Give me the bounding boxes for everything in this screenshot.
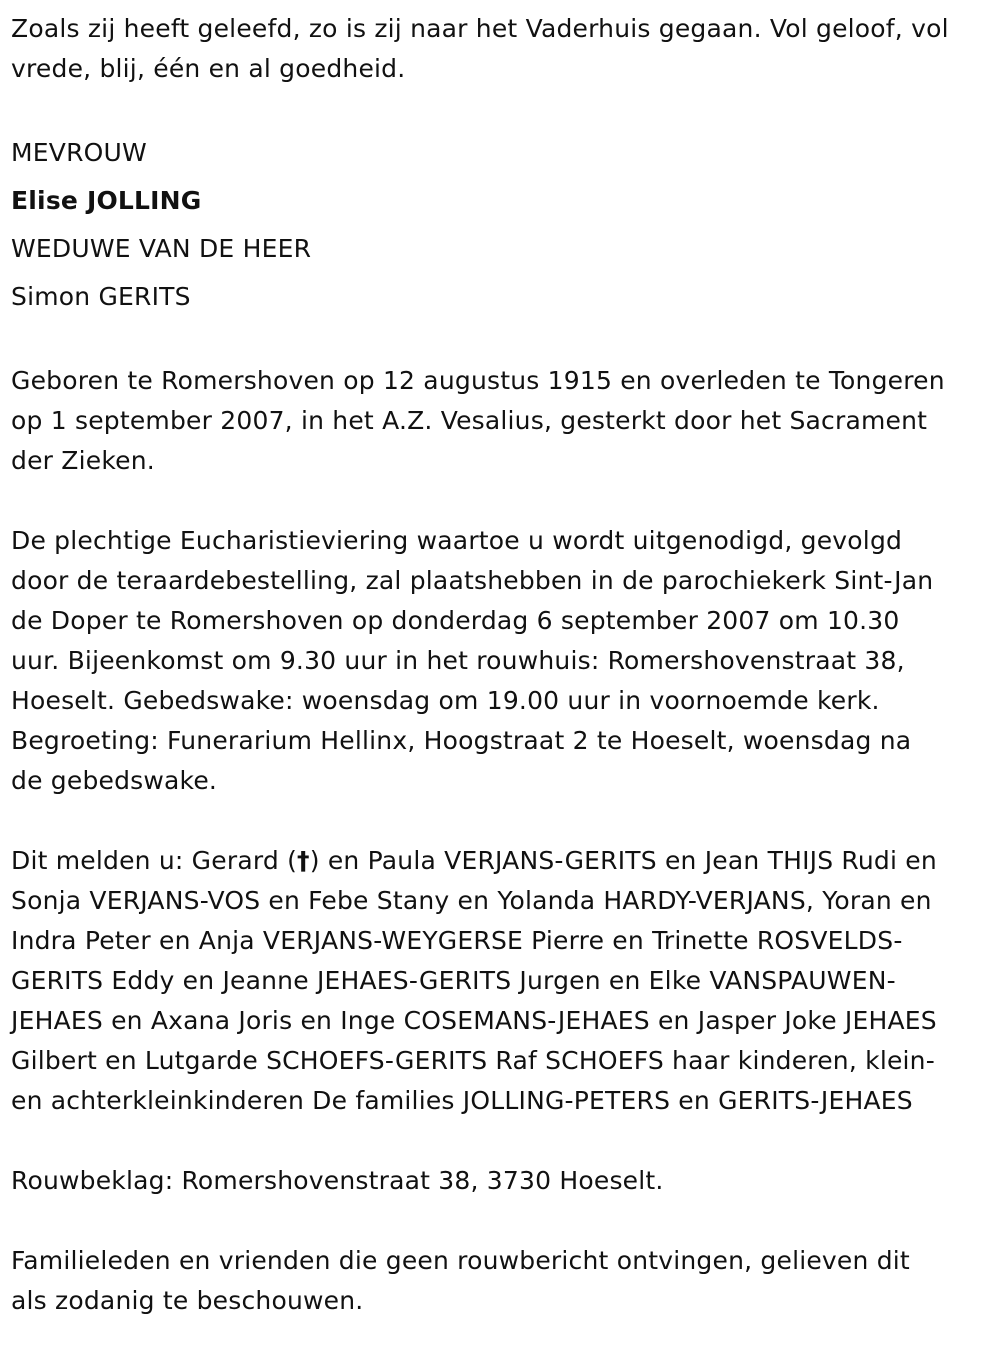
notice-text xyxy=(11,9,1000,1361)
deceased-name: Elise JOLLING xyxy=(11,186,202,215)
birth-death-paragraph xyxy=(11,361,1000,481)
family-line xyxy=(11,841,1000,881)
deceased-block xyxy=(11,129,1000,321)
family-text: Dit melden u: Gerard ( xyxy=(11,846,298,875)
ceremony-paragraph xyxy=(11,521,1000,801)
ceremony-line: Begroeting: Funerarium Hellinx, Hoogstraat 2 te Hoeselt, woensdag na xyxy=(11,726,912,755)
birth-death-line: der Zieken. xyxy=(11,446,155,475)
ceremony-line: Hoeselt. Gebedswake: woensdag om 19.00 uur in voornoemde kerk. xyxy=(11,686,880,715)
spouse-name: Simon GERITS xyxy=(11,282,191,311)
family-paragraph xyxy=(11,841,1000,1121)
ceremony-line: de gebedswake. xyxy=(11,766,218,795)
cross-icon: † xyxy=(297,846,310,875)
intro-line: Zoals zij heeft geleefd, zo is zij naar het Vaderhuis gegaan. Vol geloof, vol xyxy=(11,14,949,43)
ceremony-line: De plechtige Eucharistieviering waartoe u wordt uitgenodigd, gevolgd xyxy=(11,526,903,555)
intro-paragraph xyxy=(11,9,1000,89)
deceased-relation: WEDUWE VAN DE HEER xyxy=(11,234,312,263)
family-line: Indra Peter en Anja VERJANS-WEYGERSE Pierre en Trinette ROSVELDS- xyxy=(11,926,903,955)
ceremony-line: uur. Bijeenkomst om 9.30 uur in het rouwhuis: Romershovenstraat 38, xyxy=(11,646,905,675)
closing-line: als zodanig te beschouwen. xyxy=(11,1286,364,1315)
family-line: Sonja VERJANS-VOS en Febe Stany en Yolanda HARDY-VERJANS, Yoran en xyxy=(11,886,932,915)
ceremony-line: de Doper te Romershoven op donderdag 6 september 2007 om 10.30 xyxy=(11,606,900,635)
condolence-paragraph xyxy=(11,1161,1000,1201)
family-line: en achterkleinkinderen De families JOLLING-PETERS en GERITS-JEHAES xyxy=(11,1086,913,1115)
family-line: JEHAES en Axana Joris en Inge COSEMANS-JEHAES en Jasper Joke JEHAES xyxy=(11,1006,937,1035)
closing-paragraph xyxy=(11,1241,1000,1321)
condolence-line: Rouwbeklag: Romershovenstraat 38, 3730 Hoeselt. xyxy=(11,1166,664,1195)
ceremony-line: door de teraardebestelling, zal plaatshebben in de parochiekerk Sint-Jan xyxy=(11,566,934,595)
family-text: ) en Paula VERJANS-GERITS en Jean THIJS Rudi en xyxy=(309,846,937,875)
intro-line: vrede, blij, één en al goedheid. xyxy=(11,54,406,83)
birth-death-line: Geboren te Romershoven op 12 augustus 1915 en overleden te Tongeren xyxy=(11,366,945,395)
closing-line: Familieleden en vrienden die geen rouwbericht ontvingen, gelieven dit xyxy=(11,1246,910,1275)
family-line: Gilbert en Lutgarde SCHOEFS-GERITS Raf SCHOEFS haar kinderen, klein- xyxy=(11,1046,935,1075)
birth-death-line: op 1 september 2007, in het A.Z. Vesalius, gesterkt door het Sacrament xyxy=(11,406,928,435)
family-line: GERITS Eddy en Jeanne JEHAES-GERITS Jurgen en Elke VANSPAUWEN- xyxy=(11,966,896,995)
deceased-title: MEVROUW xyxy=(11,138,147,167)
